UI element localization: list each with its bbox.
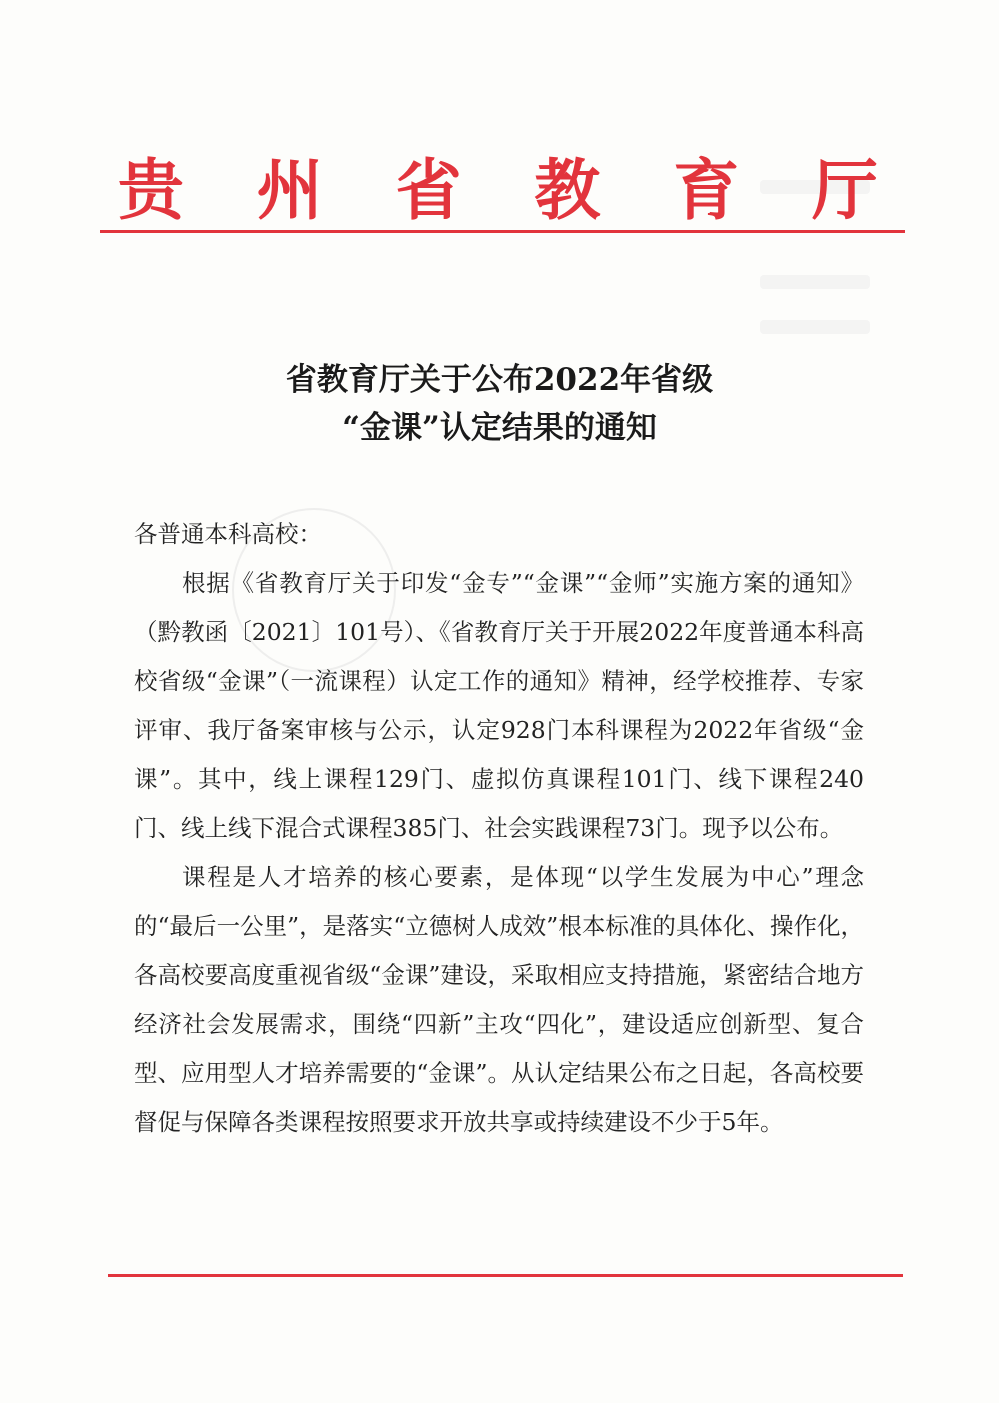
document-body: [134, 510, 864, 1147]
document-title-line-1: 省教育厅关于公布2022年省级: [285, 362, 714, 398]
letterhead-divider: [100, 230, 905, 233]
show-through-mark: [760, 320, 870, 334]
paragraph-2: 课程是人才培养的核心要素，是体现“以学生发展为中心”理念的“最后一公里”，是落实“立德树人成效”根本标准的具体化、操作化，各高校要高度重视省级“金课”建设，采取相应支持措施，紧密结合地方经济社会发展需求，围绕“四新”主攻“四化”，建设适应创新型、复合型、应用型人才培养需要的“金课”。从认定结果公布之日起，各高校要督促与保障各类课程按照要求开放共享或持续建设不少于5年。: [134, 863, 864, 1136]
letterhead-title: [118, 150, 878, 230]
salutation: 各普通本科高校：: [134, 520, 322, 548]
letterhead-char: 教: [534, 151, 601, 229]
letterhead-char: 省: [395, 151, 462, 229]
show-through-mark: [760, 275, 870, 289]
letterhead-char: 厅: [811, 151, 878, 229]
letterhead-char: 育: [673, 151, 740, 229]
document-title: [0, 356, 999, 452]
letterhead-char: 贵: [118, 151, 184, 229]
paragraph-1: 根据《省教育厅关于印发“金专”“金课”“金师”实施方案的通知》（黔教函〔2021〕101号）、《省教育厅关于开展2022年度普通本科高校省级“金课”（一流课程）认定工作的通知》精神，经学校推荐、专家评审、我厅备案审核与公示，认定928门本科课程为2022年省级“金课”。其中，线上课程129门、虚拟仿真课程101门、线下课程240门、线上线下混合式课程385门、社会实践课程73门。现予以公布。: [134, 569, 864, 842]
document-title-line-2: “金课”认定结果的通知: [342, 410, 657, 446]
footer-divider: [108, 1274, 903, 1277]
letterhead-char: 州: [256, 151, 323, 229]
